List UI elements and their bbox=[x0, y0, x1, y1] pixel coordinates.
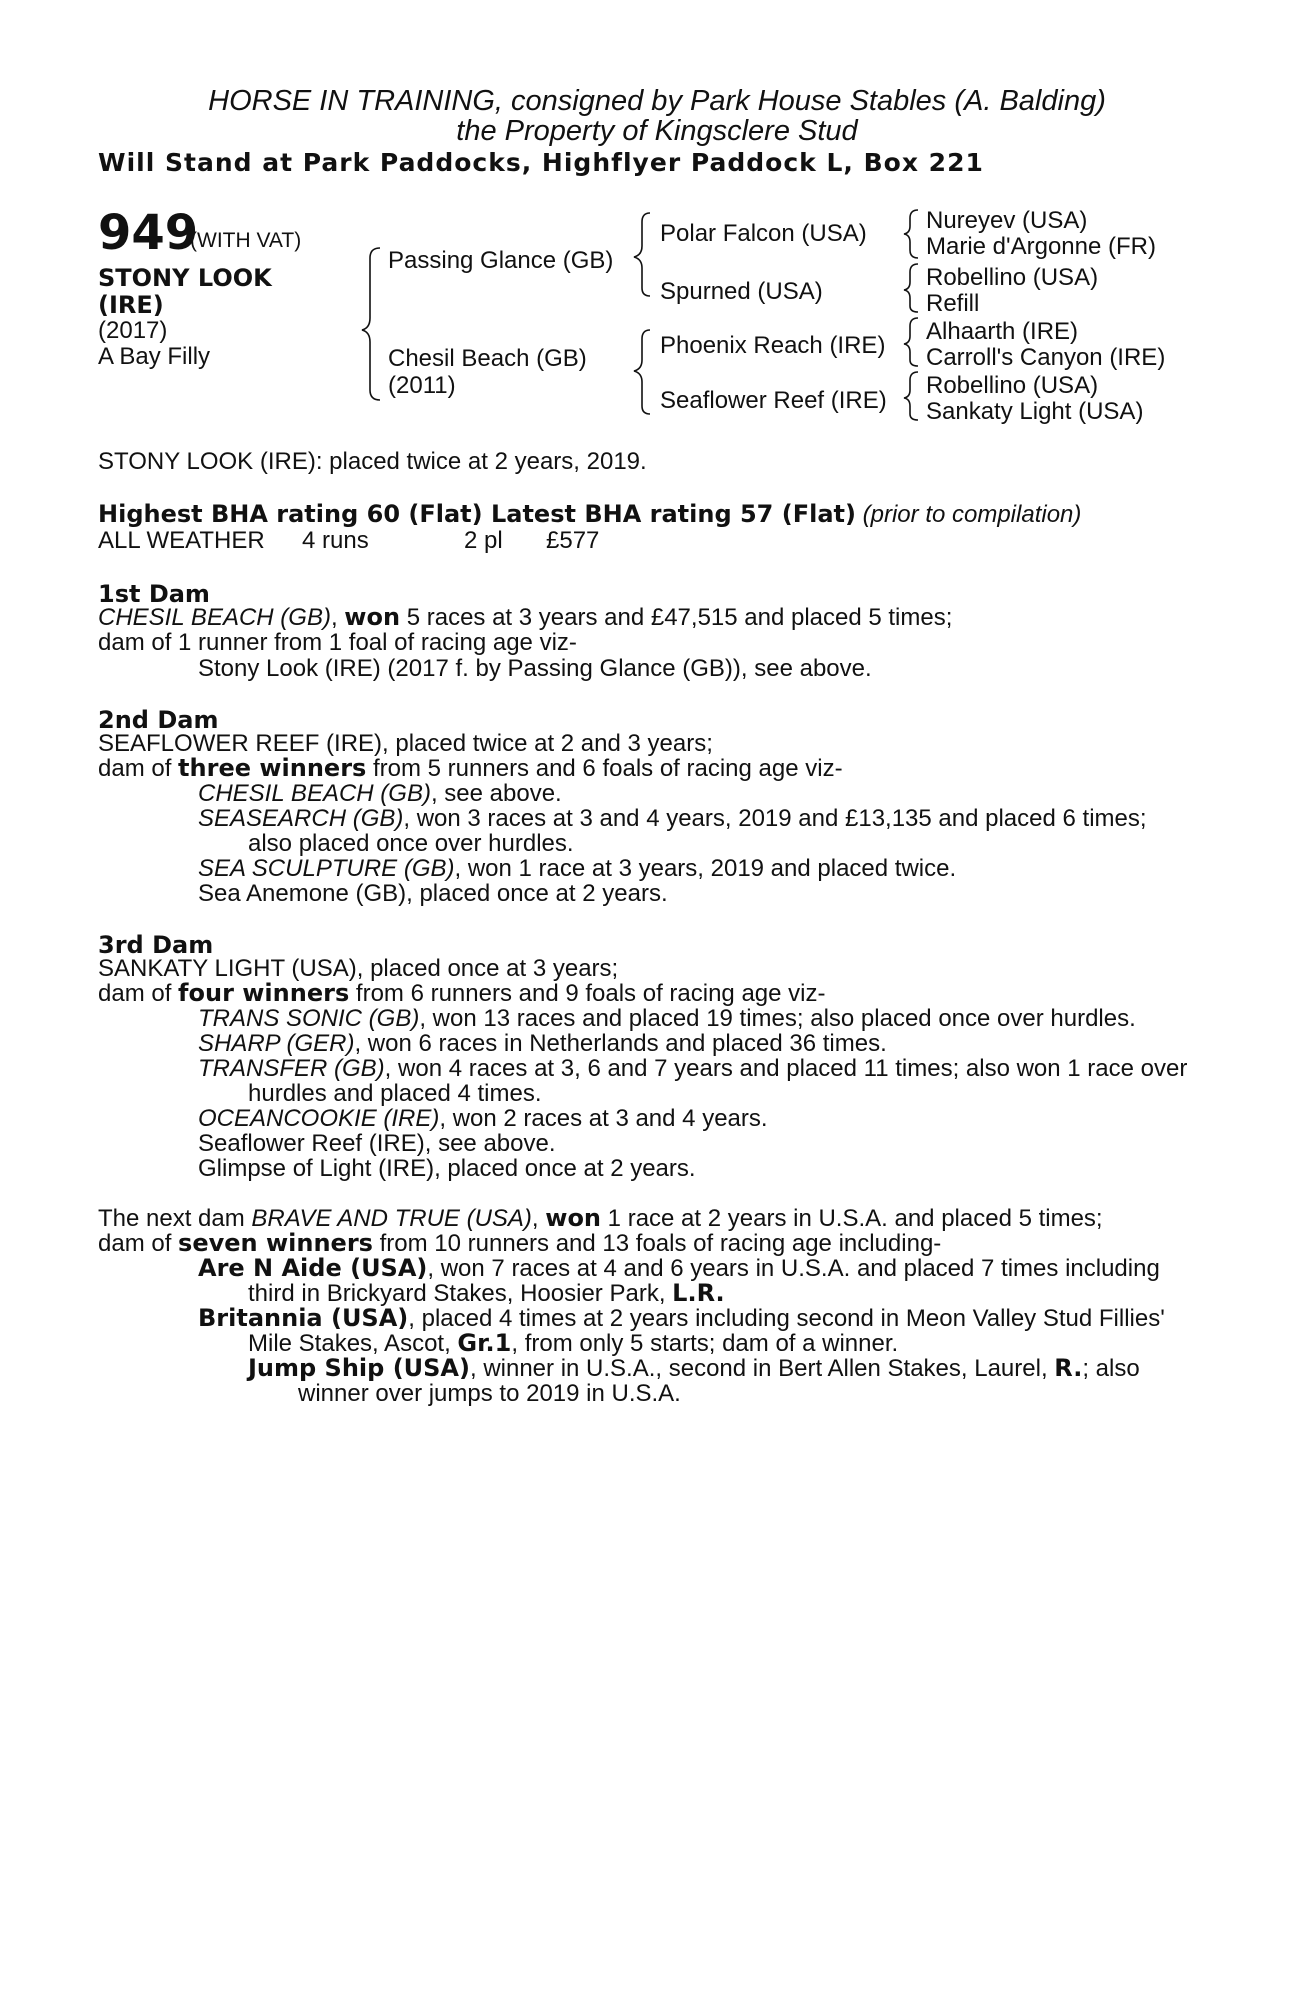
text-fragment: Mile Stakes, Ascot, bbox=[248, 1330, 458, 1357]
ratings-note: (prior to compilation) bbox=[862, 501, 1082, 528]
produce-record: , won 13 races and placed 19 times; also placed once over hurdles. bbox=[419, 1005, 1136, 1032]
produce-record: , won 2 races at 3 and 4 years. bbox=[439, 1105, 768, 1132]
pedigree-dam-year: (2011) bbox=[388, 372, 456, 399]
produce-name: Are N Aide (USA) bbox=[198, 1254, 428, 1282]
text-fragment: The next dam bbox=[98, 1205, 252, 1232]
next-dam-line-2 bbox=[98, 1231, 941, 1256]
next-dam-name: BRAVE AND TRUE (USA) bbox=[251, 1205, 532, 1232]
lot-number: 949 bbox=[98, 205, 199, 261]
produce-name: TRANS SONIC (GB) bbox=[198, 1005, 420, 1032]
pedigree-brackets bbox=[0, 0, 1314, 440]
second-dam-line-2 bbox=[98, 756, 843, 781]
second-dam-heading: 2nd Dam bbox=[98, 706, 219, 734]
produce-name: SEASEARCH (GB) bbox=[198, 805, 404, 832]
pedigree-dam-dam: Seaflower Reef (IRE) bbox=[660, 387, 887, 414]
produce-record: , won 7 races at 4 and 6 years in U.S.A. and placed 7 times including bbox=[427, 1255, 1160, 1282]
pedigree-sdd: Refill bbox=[926, 290, 980, 317]
third-dam-produce-1 bbox=[198, 1006, 1136, 1031]
produce-record: , won 4 races at 3, 6 and 7 years and placed 11 times; also won 1 race over bbox=[384, 1055, 1188, 1082]
text-fragment: ; also bbox=[1082, 1355, 1140, 1382]
produce-name: CHESIL BEACH (GB) bbox=[198, 780, 431, 807]
second-dam-produce-1 bbox=[198, 781, 562, 806]
header-line-2: the Property of Kingsclere Stud bbox=[456, 115, 858, 147]
next-dam-record: 1 race at 2 years in U.S.A. and placed 5 times; bbox=[601, 1205, 1103, 1232]
produce-record: , won 6 races in Netherlands and placed 36 times. bbox=[354, 1030, 887, 1057]
text-fragment: dam of bbox=[98, 755, 179, 782]
pedigree-sire-dam: Spurned (USA) bbox=[660, 278, 823, 305]
third-dam-produce-6: Glimpse of Light (IRE), placed once at 2 years. bbox=[198, 1155, 696, 1182]
pedigree-sire-sire: Polar Falcon (USA) bbox=[660, 220, 867, 247]
race-grade: L.R. bbox=[672, 1279, 725, 1307]
separator: , bbox=[531, 1205, 546, 1232]
pedigree-sds: Robellino (USA) bbox=[926, 264, 1099, 291]
text-fragment: from 10 runners and 13 foals of racing age including- bbox=[372, 1230, 942, 1257]
produce-name: SHARP (GER) bbox=[198, 1030, 355, 1057]
first-dam-record: 5 races at 3 years and £47,515 and placed 5 times; bbox=[400, 604, 953, 631]
pedigree-dam-sire: Phoenix Reach (IRE) bbox=[660, 332, 886, 359]
pedigree-dsd: Carroll's Canyon (IRE) bbox=[926, 344, 1166, 371]
text-fragment: third in Brickyard Stakes, Hoosier Park, bbox=[248, 1280, 673, 1307]
horse-name: STONY LOOK bbox=[98, 264, 272, 292]
next-dam-grandproduce-1-cont: winner over jumps to 2019 in U.S.A. bbox=[298, 1380, 681, 1407]
first-dam-produce-1: Stony Look (IRE) (2017 f. by Passing Glance (GB)), see above. bbox=[198, 655, 872, 682]
pedigree-dam: Chesil Beach (GB) bbox=[388, 345, 587, 372]
second-dam-produce-4: Sea Anemone (GB), placed once at 2 years. bbox=[198, 880, 668, 907]
second-dam-produce-3 bbox=[198, 856, 956, 881]
placed-count: 2 pl bbox=[464, 527, 503, 554]
next-dam-line-1 bbox=[98, 1206, 1103, 1231]
first-dam-name: CHESIL BEACH (GB) bbox=[98, 604, 331, 631]
third-dam-produce-2 bbox=[198, 1031, 887, 1056]
winners-count: three winners bbox=[178, 754, 367, 782]
surface-label: ALL WEATHER bbox=[98, 527, 265, 554]
produce-record: , placed 4 times at 2 years including second in Meon Valley Stud Fillies' bbox=[408, 1305, 1165, 1332]
won-label: won bbox=[545, 1204, 602, 1232]
third-dam-line-1: SANKATY LIGHT (USA), placed once at 3 years; bbox=[98, 955, 619, 982]
next-dam-grandproduce-1 bbox=[248, 1356, 1140, 1381]
third-dam-produce-3-cont: hurdles and placed 4 times. bbox=[248, 1080, 542, 1107]
horse-summary: STONY LOOK (IRE): placed twice at 2 years, 2019. bbox=[98, 448, 647, 475]
text-fragment: , from only 5 starts; dam of a winner. bbox=[511, 1330, 899, 1357]
pedigree-dss: Alhaarth (IRE) bbox=[926, 318, 1079, 345]
second-dam-produce-2-cont: also placed once over hurdles. bbox=[248, 830, 574, 857]
text-fragment: , winner in U.S.A., second in Bert Allen Stakes, Laurel, bbox=[469, 1355, 1055, 1382]
third-dam-produce-4 bbox=[198, 1106, 768, 1131]
vat-label: (WITH VAT) bbox=[190, 229, 302, 252]
winners-count: four winners bbox=[178, 979, 350, 1007]
second-dam-line-1: SEAFLOWER REEF (IRE), placed twice at 2 and 3 years; bbox=[98, 730, 713, 757]
produce-record: , won 3 races at 3 and 4 years, 2019 and £13,135 and placed 6 times; bbox=[403, 805, 1147, 832]
text-fragment: from 5 runners and 6 foals of racing age viz- bbox=[366, 755, 843, 782]
text-fragment: from 6 runners and 9 foals of racing age viz- bbox=[349, 980, 826, 1007]
foaling-year: (2017) bbox=[98, 317, 168, 344]
first-dam-line-1 bbox=[98, 605, 952, 630]
next-dam-produce-2 bbox=[198, 1306, 1165, 1331]
pedigree-ddd: Sankaty Light (USA) bbox=[926, 398, 1144, 425]
third-dam-line-2 bbox=[98, 981, 825, 1006]
pedigree-sire: Passing Glance (GB) bbox=[388, 247, 614, 274]
first-dam-line-2: dam of 1 runner from 1 foal of racing age viz- bbox=[98, 629, 577, 656]
earnings: £577 bbox=[546, 527, 600, 554]
produce-name: SEA SCULPTURE (GB) bbox=[198, 855, 455, 882]
next-dam-produce-2-cont bbox=[248, 1331, 898, 1356]
won-label: won bbox=[344, 603, 401, 631]
pedigree-sss: Nureyev (USA) bbox=[926, 207, 1088, 234]
race-grade: R. bbox=[1054, 1354, 1083, 1382]
third-dam-heading: 3rd Dam bbox=[98, 931, 214, 959]
next-dam-produce-1-cont bbox=[248, 1281, 725, 1306]
ratings-line bbox=[98, 502, 1081, 527]
horse-description: A Bay Filly bbox=[98, 343, 211, 370]
second-dam-produce-2 bbox=[198, 806, 1147, 831]
horse-name-suffix: (IRE) bbox=[98, 291, 164, 319]
runs-count: 4 runs bbox=[302, 527, 369, 554]
text-fragment: dam of bbox=[98, 980, 179, 1007]
bha-ratings: Highest BHA rating 60 (Flat) Latest BHA rating 57 (Flat) bbox=[98, 500, 856, 528]
first-dam-heading: 1st Dam bbox=[98, 580, 210, 608]
header-line-1: HORSE IN TRAINING, consigned by Park House Stables (A. Balding) bbox=[208, 85, 1106, 117]
third-dam-produce-5: Seaflower Reef (IRE), see above. bbox=[198, 1130, 556, 1157]
produce-record: , see above. bbox=[430, 780, 562, 807]
produce-record: , won 1 race at 3 years, 2019 and placed twice. bbox=[454, 855, 957, 882]
stand-location: Will Stand at Park Paddocks, Highflyer Paddock L, Box 221 bbox=[98, 148, 984, 177]
winners-count: seven winners bbox=[178, 1229, 373, 1257]
pedigree-dds: Robellino (USA) bbox=[926, 372, 1099, 399]
separator: , bbox=[330, 604, 345, 631]
race-grade: Gr.1 bbox=[457, 1329, 512, 1357]
produce-name: Britannia (USA) bbox=[198, 1304, 409, 1332]
text-fragment: dam of bbox=[98, 1230, 179, 1257]
produce-name: OCEANCOOKIE (IRE) bbox=[198, 1105, 440, 1132]
produce-name: TRANSFER (GB) bbox=[198, 1055, 385, 1082]
produce-name: Jump Ship (USA) bbox=[248, 1354, 470, 1382]
third-dam-produce-3 bbox=[198, 1056, 1187, 1081]
pedigree-ssd: Marie d'Argonne (FR) bbox=[926, 233, 1156, 260]
next-dam-produce-1 bbox=[198, 1256, 1160, 1281]
